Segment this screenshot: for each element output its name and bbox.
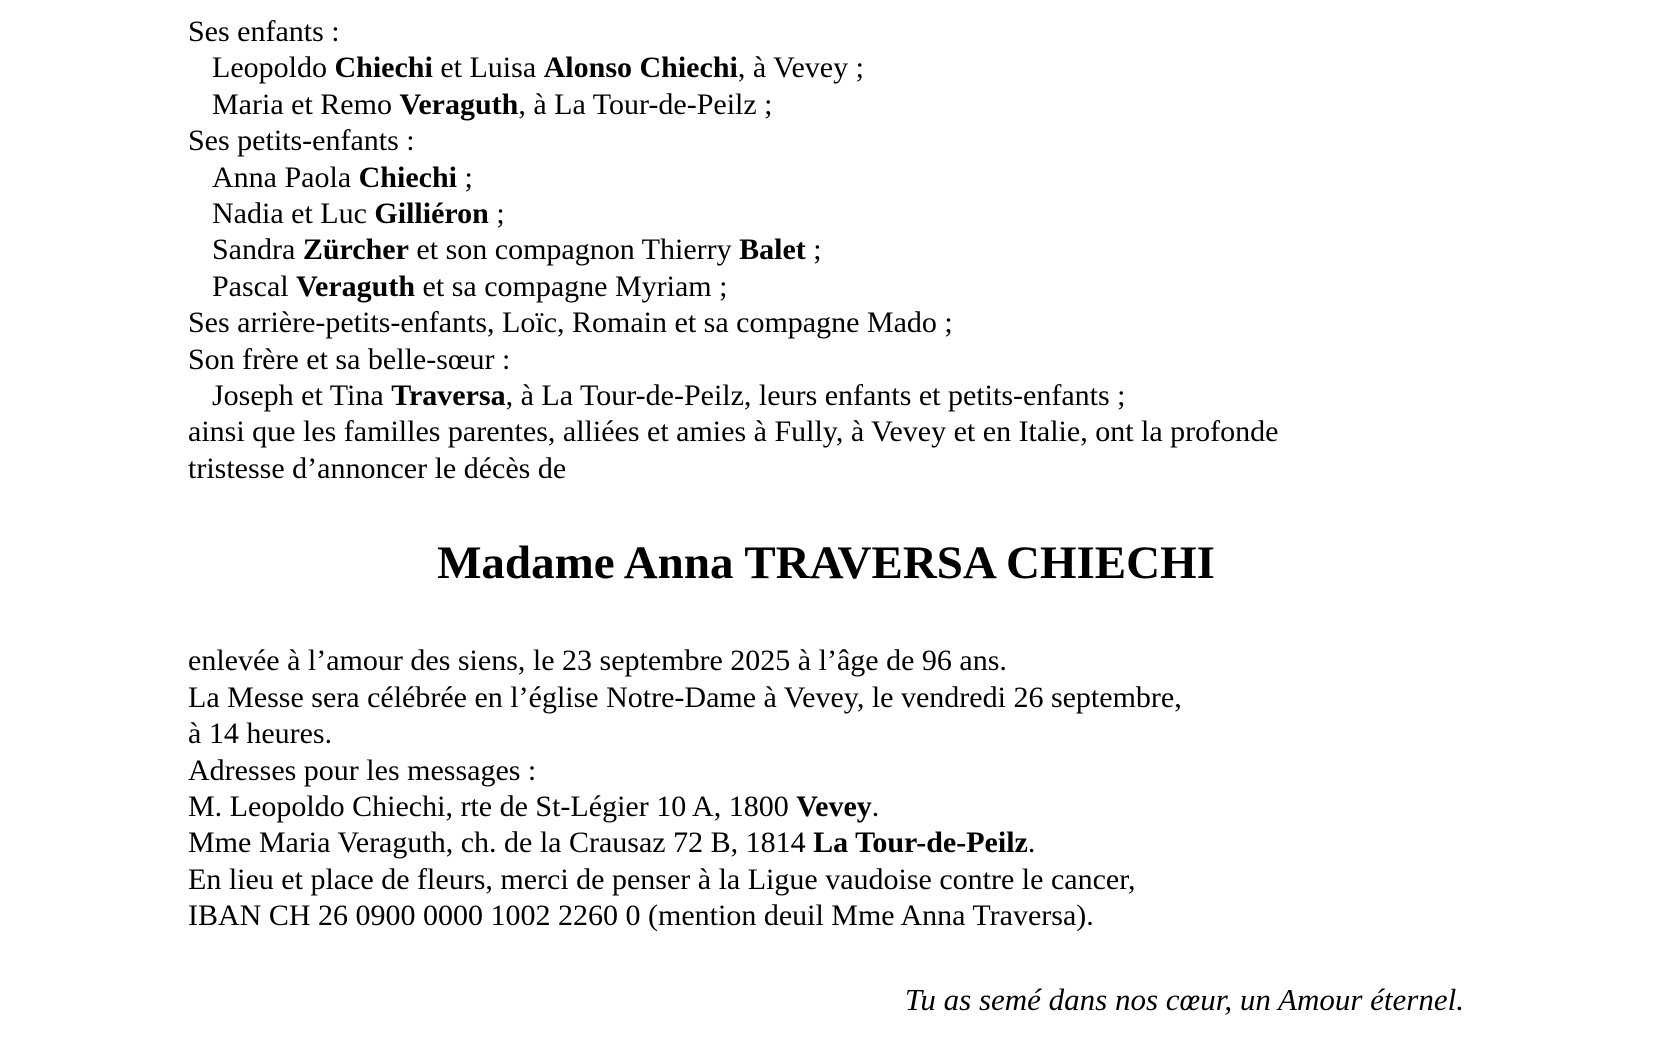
text-line: [188, 898, 1464, 934]
text-segment: à 14 heures.: [188, 717, 333, 751]
family-list: [188, 14, 1464, 487]
text-segment: Pascal: [212, 269, 297, 303]
text-line: [188, 196, 1464, 232]
text-segment: Mme Maria Veraguth, ch. de la Crausaz 72 B, 1814: [188, 826, 814, 860]
text-line: [188, 269, 1464, 305]
text-segment: tristesse d’annoncer le décès de: [188, 451, 567, 485]
text-line: [188, 232, 1464, 268]
text-segment: , à La Tour-de-Peilz ;: [518, 87, 773, 121]
deceased-name-title: Madame Anna TRAVERSA CHIECHI: [437, 537, 1215, 590]
text-segment: M. Leopoldo Chiechi, rte de St-Légier 10 A, 1800: [188, 789, 797, 823]
emphasized-name: Balet: [739, 233, 806, 267]
text-segment: Maria et Remo: [212, 87, 400, 121]
emphasized-name: Alonso Chiechi: [543, 51, 738, 85]
emphasized-name: Gilliéron: [374, 197, 489, 231]
emphasized-name: Veraguth: [296, 269, 416, 303]
text-line: [188, 50, 1464, 86]
text-segment: Joseph et Tina: [212, 379, 392, 413]
text-line: [188, 862, 1464, 898]
text-line: [188, 342, 1464, 378]
text-segment: ;: [456, 160, 473, 194]
text-line: [188, 14, 1464, 50]
text-segment: Ses arrière-petits-enfants, Loïc, Romain et sa compagne Mado ;: [188, 306, 953, 340]
text-segment: Ses enfants :: [188, 15, 340, 48]
text-segment: Anna Paola: [212, 160, 359, 194]
text-segment: IBAN CH 26 0900 0000 1002 2260 0 (mention deuil Mme Anna Traversa).: [188, 899, 1094, 933]
text-segment: La Messe sera célébrée en l’église Notre-Dame à Vevey, le vendredi 26 septembre,: [188, 680, 1182, 714]
emphasized-name: Chiechi: [358, 160, 457, 194]
announcement-details: [188, 643, 1464, 934]
text-segment: .: [871, 789, 880, 823]
text-line: [188, 451, 1464, 487]
text-line: [188, 789, 1464, 825]
obituary-content: [188, 14, 1464, 1018]
text-segment: enlevée à l’amour des siens, le 23 septembre 2025 à l’âge de 96 ans.: [188, 644, 1007, 678]
emphasized-name: Veraguth: [399, 87, 519, 121]
emphasized-name: Traversa: [391, 379, 506, 413]
text-line: [188, 414, 1464, 450]
text-segment: et son compagnon Thierry: [408, 233, 740, 267]
text-line: [188, 643, 1464, 679]
text-segment: Son frère et sa belle-sœur :: [188, 342, 511, 376]
text-segment: , à Vevey ;: [737, 51, 864, 85]
emphasized-name: Zürcher: [302, 233, 409, 267]
text-line: [188, 305, 1464, 341]
text-segment: Nadia et Luc: [212, 197, 375, 231]
text-line: [188, 87, 1464, 123]
text-segment: Sandra: [212, 233, 303, 267]
text-segment: et Luisa: [432, 51, 544, 85]
text-line: [188, 753, 1464, 789]
text-segment: Leopoldo: [212, 51, 335, 85]
text-line: [188, 680, 1464, 716]
text-line: [188, 378, 1464, 414]
text-segment: Adresses pour les messages :: [188, 753, 537, 787]
text-segment: et sa compagne Myriam ;: [415, 269, 728, 303]
emphasized-name: La Tour-de-Peilz: [813, 826, 1028, 860]
text-segment: , à La Tour-de-Peilz, leurs enfants et petits-enfants ;: [505, 379, 1126, 413]
text-line: [188, 160, 1464, 196]
text-line: [188, 825, 1464, 861]
epitaph-quote: Tu as semé dans nos cœur, un Amour éternel.: [904, 981, 1464, 1017]
text-line: [188, 123, 1464, 159]
emphasized-name: Vevey: [796, 789, 872, 823]
text-segment: ;: [488, 197, 505, 231]
text-segment: .: [1027, 826, 1036, 860]
text-line: [188, 716, 1464, 752]
text-segment: ;: [805, 233, 822, 267]
emphasized-name: Chiechi: [334, 51, 433, 85]
text-segment: ainsi que les familles parentes, alliées et amies à Fully, à Vevey et en Italie, ont la profonde: [188, 415, 1279, 449]
text-segment: Ses petits-enfants :: [188, 124, 415, 158]
text-segment: En lieu et place de fleurs, merci de penser à la Ligue vaudoise contre le cancer,: [188, 862, 1136, 896]
